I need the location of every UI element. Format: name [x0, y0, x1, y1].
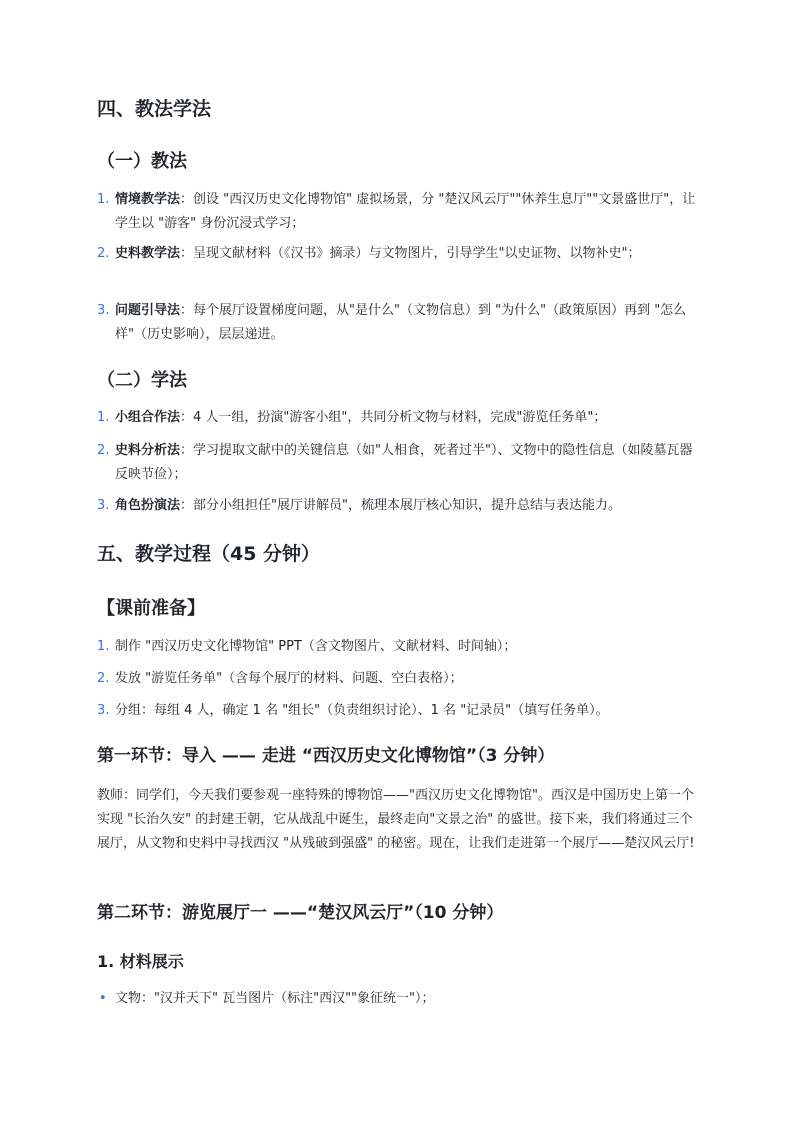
- step-1-heading: 第一环节：导入 —— 走进 “西汉历史文化博物馆”（3 分钟）: [97, 746, 555, 766]
- list-number: 2.: [97, 443, 110, 458]
- list-number: 2.: [97, 246, 110, 261]
- bullet-marker: •: [99, 991, 107, 1006]
- list-item-text: 制作 "西汉历史文化博物馆" PPT（含文物图片、文献材料、时间轴）；: [115, 639, 517, 654]
- teaching-methods-heading: （一）教法: [97, 151, 187, 172]
- step-2-heading: 第二环节：游览展厅一 ——“楚汉风云厅”（10 分钟）: [97, 903, 504, 923]
- list-item-text: 分组：每组 4 人，确定 1 名 "组长"（负责组织讨论）、1 名 "记录员"（填写任务单）。: [115, 703, 609, 718]
- section-5-title: 五、教学过程（45 分钟）: [97, 543, 321, 565]
- list-item-text: ：4 人一组，扮演"游客小组"，共同分析文物与材料，完成"游览任务单"；: [180, 410, 607, 425]
- list-item-text: ：学习提取文献中的关键信息（如"人相食，死者过半"）、文物中的隐性信息（如陵墓瓦器反映节俭）；: [115, 443, 693, 482]
- list-number: 3.: [97, 303, 110, 318]
- list-item-term: 小组合作法: [115, 410, 181, 425]
- list-number: 3.: [97, 498, 110, 513]
- step-1-paragraph: 教师：同学们，今天我们要参观一座特殊的博物馆——"西汉历史文化博物馆"。西汉是中国历史上第一个实现 "长治久安" 的封建王朝，它从战乱中诞生，最终走向"文景之治" 的盛世。接下来，我们将通过三个展厅，从文物和史料中寻找西汉 "从残破到强盛" 的秘密。现在，让我们走进第一个展厅——楚汉风云厅!: [97, 788, 695, 851]
- list-item: [97, 635, 703, 659]
- list-item: [97, 439, 703, 487]
- bullet-item: [97, 987, 703, 1011]
- list-item-term: 问题引导法: [115, 303, 181, 318]
- list-item: [97, 699, 703, 723]
- list-item: [97, 494, 703, 518]
- list-number: 1.: [97, 639, 110, 654]
- list-item-text: ：每个展厅设置梯度问题，从"是什么"（文物信息）到 "为什么"（政策原因）再到 "怎么样"（历史影响），层层递进。: [115, 303, 687, 342]
- list-number: 1.: [97, 192, 110, 207]
- list-item-term: 情境教学法: [115, 192, 181, 207]
- list-item-term: 史料分析法: [115, 443, 181, 458]
- list-item: [97, 188, 703, 236]
- list-item-text: ：创设 "西汉历史文化博物馆" 虚拟场景，分 "楚汉风云厅""休养生息厅""文景盛世厅"，让学生以 "游客" 身份沉浸式学习；: [115, 192, 696, 231]
- learning-methods-heading: （二）学法: [97, 370, 187, 391]
- section-4-title: 四、教法学法: [97, 98, 212, 120]
- list-item-term: 角色扮演法: [115, 498, 181, 513]
- list-item-term: 史料教学法: [115, 246, 181, 261]
- list-number: 1.: [97, 410, 110, 425]
- list-number: 3.: [97, 703, 110, 718]
- list-item: [97, 242, 703, 266]
- prep-heading: 【课前准备】: [97, 598, 205, 619]
- list-item-text: ：部分小组担任"展厅讲解员"，梳理本展厅核心知识，提升总结与表达能力。: [180, 498, 621, 513]
- list-item: [97, 667, 703, 691]
- list-item-text: 发放 "游览任务单"（含每个展厅的材料、问题、空白表格）；: [115, 671, 463, 686]
- materials-subheading: 1. 材料展示: [97, 952, 184, 971]
- list-item-text: ：呈现文献材料（《汉书》摘录）与文物图片，引导学生"以史证物、以物补史"；: [180, 246, 641, 261]
- list-number: 2.: [97, 671, 110, 686]
- list-item: [97, 406, 703, 430]
- list-item: [97, 299, 703, 347]
- bullet-item-text: 文物："汉并天下" 瓦当图片（标注"西汉""象征统一"）；: [115, 991, 435, 1006]
